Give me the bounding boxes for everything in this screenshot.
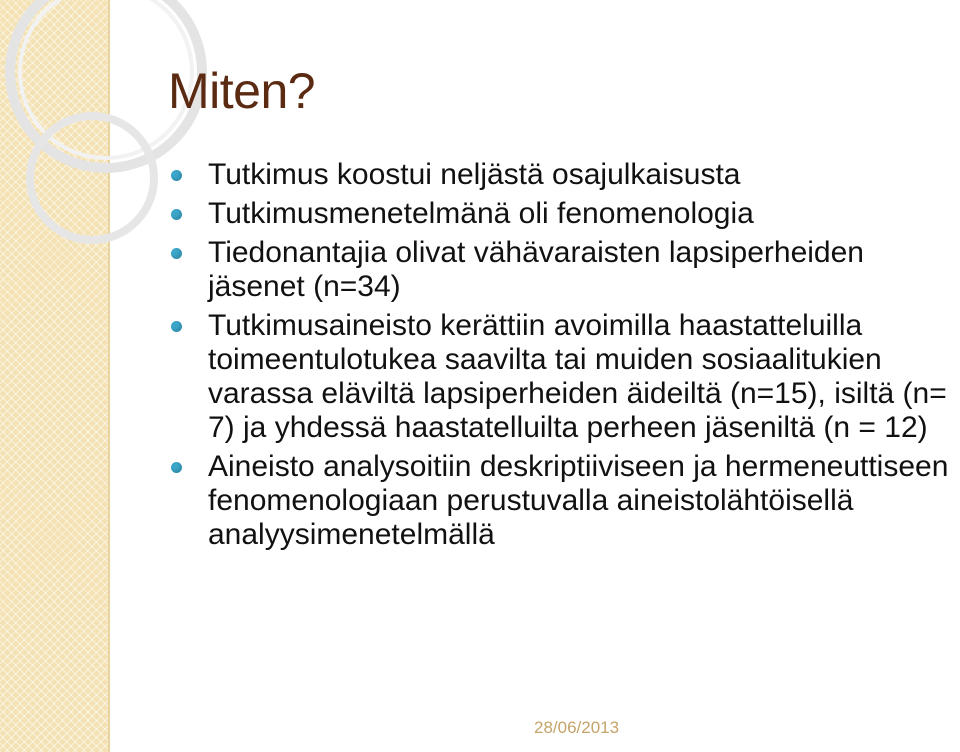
bullet-item <box>168 450 956 552</box>
bullet-item <box>168 309 956 445</box>
bullet-item <box>168 197 956 231</box>
bullet-dot-icon <box>171 462 182 473</box>
bullet-dot-icon <box>171 321 182 332</box>
bullet-text: Tiedonantajia olivat vähävaraisten lapsiperheiden jäsenet (n=34) <box>208 236 864 303</box>
bullet-item <box>168 158 956 192</box>
bullet-dot-icon <box>171 248 182 259</box>
decorative-side-strip <box>0 0 108 752</box>
bullet-text: Tutkimusaineisto kerättiin avoimilla haastatteluilla toimeentulotukea saavilta tai muiden sosiaalitukien varassa eläviltä lapsiperheiden äideiltä (n=15), isiltä (n= 7) ja yhdessä haastatelluilta perheen jäseniltä (n = 12) <box>208 309 947 444</box>
bullet-dot-icon <box>171 170 182 181</box>
slide-title: Miten? <box>168 63 316 119</box>
bullet-text: Tutkimusmenetelmänä oli fenomenologia <box>208 197 754 230</box>
bullet-item <box>168 236 956 304</box>
bullet-dot-icon <box>171 209 182 220</box>
side-strip-edge <box>108 0 110 752</box>
bullet-text: Aineisto analysoitiin deskriptiiviseen ja hermeneuttiseen fenomenologiaan perustuvalla aineistolähtöisellä analyysimenetelmällä <box>208 450 949 551</box>
bullet-list <box>168 158 956 557</box>
bullet-text: Tutkimus koostui neljästä osajulkaisusta <box>208 158 741 191</box>
slide-date: 28/06/2013 <box>534 718 620 737</box>
